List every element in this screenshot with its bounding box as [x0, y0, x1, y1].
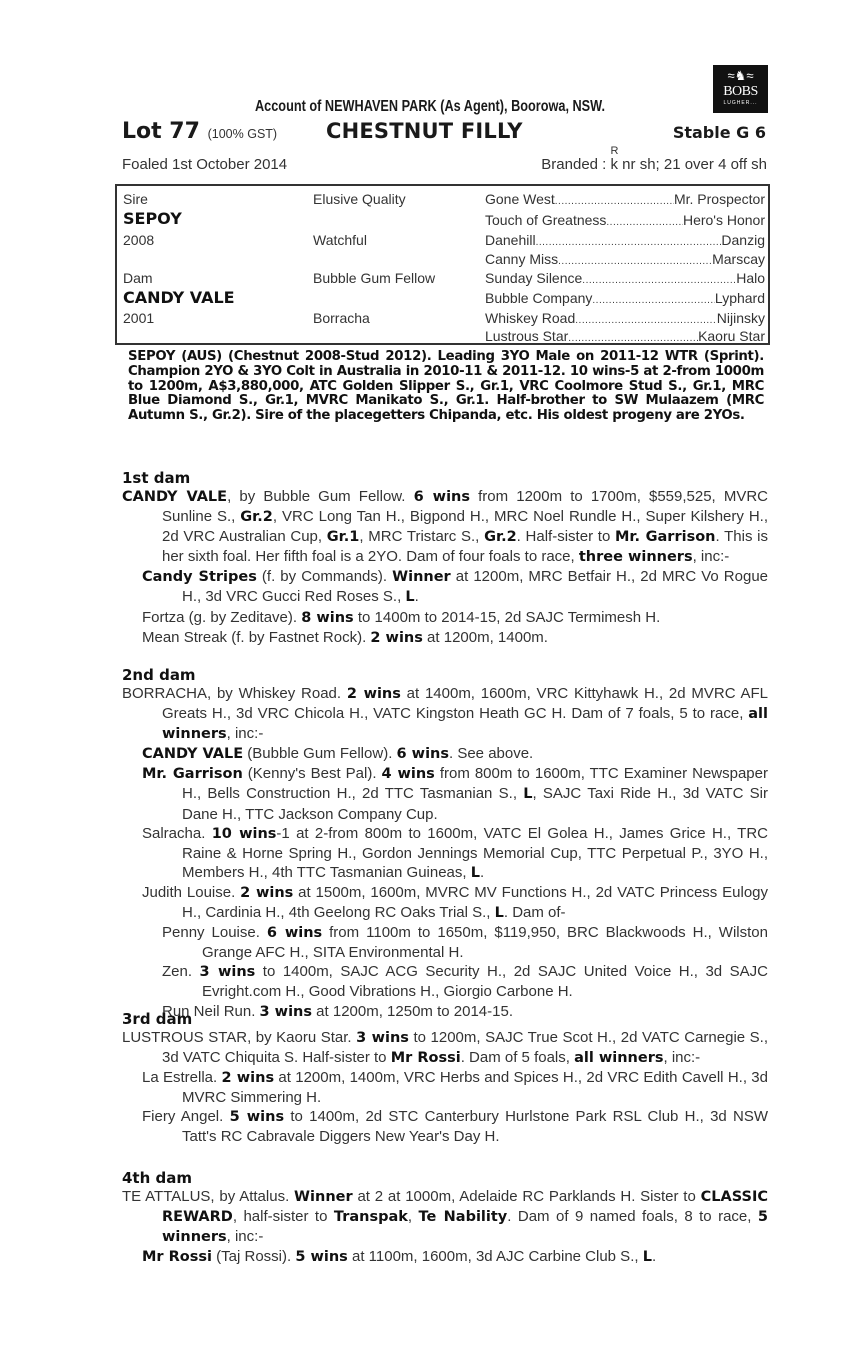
text-run: . [479, 863, 485, 881]
bold-run: 6 wins [396, 746, 449, 763]
great-grandparent-row [485, 290, 765, 306]
text-run: . Dam of 5 foals, [460, 1049, 575, 1067]
dam-entry [122, 684, 768, 744]
section-heading: 2nd dam [122, 666, 196, 684]
bold-run: all winners [162, 706, 768, 743]
progeny-entry [122, 1247, 768, 1267]
bold-run: 2 wins [346, 686, 401, 702]
text-run: . Half-sister to [516, 528, 615, 546]
bold-run: Winner [392, 569, 451, 586]
section-1st-dam [122, 470, 768, 648]
great-grandparent-row [485, 232, 765, 248]
bold-run: 3 wins [356, 1030, 409, 1046]
leader-dots [568, 328, 698, 344]
bold-run: Mr. Garrison [615, 529, 716, 546]
text-run: , MRC Tristarc S., [359, 528, 485, 546]
text-run: Fiery Angel. [142, 1108, 230, 1126]
text-run: Fortza (g. by Zeditave). [142, 608, 302, 626]
text-run: , SAJC Taxi Ride H., 3d VATC Sir Dane H., TTC Jackson Company Cup. [182, 785, 768, 823]
gg-right: Kaoru Star [698, 328, 765, 344]
bold-run: three winners [578, 549, 693, 566]
logo-brand: BOBS [723, 84, 758, 99]
text-run: at 1200m, 1250m to 2014-15. [312, 1002, 513, 1020]
bold-run: 2 wins [240, 884, 294, 901]
brand-mark [610, 145, 619, 173]
bold-run: 2 wins [370, 629, 423, 646]
section-heading: 3rd dam [122, 1010, 193, 1028]
bold-run: CLASSIC REWARD [162, 1189, 768, 1226]
leader-dots [558, 251, 712, 267]
leader-dots [536, 232, 722, 248]
bold-run: L [642, 1249, 652, 1266]
pedigree-table [115, 184, 770, 345]
gg-left: Lustrous Star [485, 328, 569, 344]
text-run: (Taj Rossi). [212, 1248, 296, 1266]
text-run: , inc:- [226, 725, 264, 743]
dam-entry [122, 1028, 768, 1068]
text-run: . [651, 1248, 657, 1266]
text-run: Salracha. [142, 824, 212, 842]
text-run: Mean Streak (f. by Fastnet Rock). [142, 628, 371, 646]
progeny-entry [122, 923, 768, 962]
progeny-entry [122, 608, 768, 628]
bold-run: 6 wins [266, 925, 323, 942]
great-grandparent-row [485, 251, 765, 267]
bold-run: Gr.2 [240, 509, 273, 526]
bold-run: L [470, 864, 480, 881]
great-grandparent-row [485, 212, 765, 228]
text-run: . Dam of 9 named foals, 8 to race, [507, 1208, 758, 1226]
dam-entry [122, 1187, 768, 1247]
progeny-entry [122, 1068, 768, 1107]
section-heading: 1st dam [122, 469, 191, 487]
progeny-entry [122, 744, 768, 764]
text-run: Zen. [162, 963, 200, 981]
section-2nd-dam [122, 667, 768, 1022]
dam-year: 2001 [123, 310, 155, 326]
section-entries [122, 684, 768, 1022]
text-run: at 1500m, 1600m, MVRC MV Functions H., 2d VATC Princess Eulogy H., Cardinia H., 4th Geelong RC Oaks Trial S., [182, 883, 769, 922]
text-run: to 1200m, SAJC True Scot H., 2d VATC Carnegie S., 3d VATC Chiquita S. Half-sister to [162, 1029, 768, 1067]
text-run: (f. by Commands). [256, 568, 393, 586]
gg-left: Whiskey Road [485, 310, 576, 326]
text-run: . See above. [449, 745, 534, 763]
text-run: BORRACHA, by Whiskey Road. [122, 685, 347, 702]
text-run: Penny Louise. [162, 924, 267, 942]
great-grandparent-row [485, 270, 765, 286]
branded-prefix: Branded : [541, 156, 611, 173]
gg-right: Halo [736, 270, 765, 286]
text-run: -1 at 2-from 800m to 1600m, VATC El Golea H., James Grice H., TRC Raine & Horne Spring H., Gordon Jennings Memorial Cup, TTC Perpetual P., 3YO H., Members H., 4th TTC Tasmanian Guineas, [182, 824, 768, 881]
branded-suffix: nr sh; 21 over 4 off sh [618, 156, 767, 173]
bold-run: Mr Rossi [390, 1050, 461, 1067]
bold-run: L [405, 589, 415, 606]
text-run: , by Bubble Gum Fellow. [227, 488, 414, 505]
sire-summary: SEPOY (AUS) (Chestnut 2008-Stud 2012). Leading 3YO Male on 2011-12 WTR (Sprint). Champion 2YO & 3YO Colt in Australia in 2010-11 & 2011-12. 10 wins-5 at 2-from 1000m to 1200m, A$3,880,000, ATC Golden Slipper S., Gr.1, VRC Coolmore Stud S., Gr.1, MRC Blue Diamond S., Gr.1, MVRC Manikato S., Gr.1. Half-brother to SW Mulaazem (MRC Autumn S., Gr.2). Sire of the placegetters Chipanda, etc. His oldest progeny are 2YOs. [128, 349, 764, 424]
text-run: Run Neil Run. [162, 1002, 260, 1020]
text-run: . This is her sixth foal. Her fifth foal is a 2YO. Dam of four foals to race, [162, 528, 768, 566]
section-3rd-dam [122, 1011, 768, 1147]
text-run: , [407, 1208, 419, 1226]
text-run: , inc:- [226, 1228, 264, 1246]
dam-dam: Borracha [313, 310, 370, 326]
gg-right: Marscay [712, 251, 765, 267]
bold-run: Candy Stripes [142, 569, 257, 586]
text-run: to 1400m to 2014-15, 2d SAJC Termimesh H. [353, 608, 661, 626]
progeny-entry [122, 962, 768, 1001]
bold-run: Mr. Garrison [142, 766, 243, 783]
leader-dots [606, 212, 683, 228]
brand-mark-bottom: k [610, 156, 619, 173]
bold-run: Transpak [333, 1209, 408, 1226]
progeny-entry [122, 883, 768, 923]
text-run: to 1400m, SAJC ACG Security H., 2d SAJC United Voice H., 3d SAJC Evright.com H., Good Vibrations H., Giorgio Carbone H. [202, 963, 768, 1001]
bold-run: 5 wins [295, 1249, 348, 1266]
text-run: LUSTROUS STAR, by Kaoru Star. [122, 1029, 357, 1046]
bold-run: Gr.2 [484, 529, 517, 546]
bold-run: Winner [294, 1189, 353, 1205]
sire-name: SEPOY [123, 209, 182, 228]
progeny-entry [122, 1107, 768, 1146]
text-run: . Dam of- [503, 904, 566, 922]
bold-run: 2 wins [221, 1070, 275, 1087]
bold-run: Te Nability [418, 1209, 508, 1226]
horse-icon: ≈♞≈ [727, 68, 754, 83]
bold-run: 8 wins [301, 609, 354, 626]
gg-right: Hero's Honor [682, 212, 765, 228]
text-run: , half-sister to [232, 1208, 334, 1226]
gg-left: Bubble Company [485, 290, 593, 306]
text-run: . [414, 588, 419, 606]
gst-note: (100% GST) [207, 127, 278, 141]
text-run: from 800m to 1600m, TTC Examiner Newspaper H., Bells Construction H., 2d TTC Tasmanian S., [182, 765, 768, 803]
section-entries [122, 1187, 768, 1267]
text-run: La Estrella. [142, 1069, 222, 1087]
bold-run: 6 wins [413, 489, 470, 505]
section-entries [122, 1028, 768, 1147]
text-run: at 1100m, 1600m, 3d AJC Carbine Club S., [347, 1248, 643, 1266]
gg-right: Lyphard [714, 290, 765, 306]
text-run: , inc:- [692, 548, 730, 566]
text-run: TE ATTALUS, by Attalus. [122, 1188, 295, 1205]
foaled-date: Foaled 1st October 2014 [122, 156, 288, 173]
gg-left: Canny Miss [485, 251, 559, 267]
progeny-entry [122, 628, 768, 648]
bold-run: all winners [574, 1050, 664, 1067]
section-heading: 4th dam [122, 1169, 192, 1187]
bold-run: 3 wins [259, 1003, 313, 1020]
text-run: at 1200m, 1400m. [422, 628, 548, 646]
leader-dots [592, 290, 715, 306]
text-run: , VRC Long Tan H., Bigpond H., MRC Noel Rundle H., Super Kilshery H., 2d VRC Australian Cup, [162, 508, 768, 546]
lot-label: Lot 77 [122, 119, 200, 144]
dam-sire: Bubble Gum Fellow [313, 270, 436, 286]
sire-dam: Watchful [313, 232, 367, 248]
bold-run: Gr.1 [326, 529, 360, 546]
dam-name: CANDY VALE [123, 288, 235, 307]
stable-location: Stable G 6 [672, 123, 766, 142]
bold-run: L [494, 905, 504, 922]
horse-description: CHESTNUT FILLY [326, 119, 523, 143]
text-run: from 1200m to 1700m, $559,525, MVRC Sunline S., [162, 488, 768, 526]
text-run: Judith Louise. [142, 883, 241, 901]
leader-dots [575, 310, 717, 326]
brand-mark-top: R [610, 145, 619, 157]
progeny-entry [122, 567, 768, 607]
text-run: to 1400m, 2d STC Canterbury Hurlstone Park RSL Club H., 3d NSW Tatt's RC Cabravale Diggers New Year's Day H. [182, 1108, 769, 1146]
dam-label: Dam [123, 270, 153, 286]
vendor-account: Account of NEWHAVEN PARK (As Agent), Boorowa, NSW. [254, 98, 605, 115]
text-run: at 1200m, 1400m, VRC Herbs and Spices H., 2d VRC Edith Cavell H., 3d MVRC Simmering H. [182, 1069, 768, 1107]
gg-right: Mr. Prospector [673, 191, 765, 207]
text-run: at 1400m, 1600m, VRC Kittyhawk H., 2d MVRC AFL Greats H., 3d VRC Chicola H., VATC Kingston Heath GC H. Dam of 7 foals, 5 to race, [162, 685, 768, 723]
gg-left: Gone West [485, 191, 555, 207]
gg-right: Nijinsky [716, 310, 765, 326]
bold-run: 10 wins [211, 825, 277, 842]
great-grandparent-row [485, 310, 765, 326]
progeny-entry [122, 824, 768, 883]
sire-sire: Elusive Quality [313, 191, 406, 207]
dam-entry [122, 487, 768, 567]
brand-description [541, 145, 767, 173]
gg-right: Danzig [721, 232, 765, 248]
gg-left: Touch of Greatness [485, 212, 607, 228]
section-4th-dam [122, 1170, 768, 1267]
great-grandparent-row [485, 328, 765, 344]
text-run: from 1100m to 1650m, $119,950, BRC Blackwoods H., Wilston Grange AFC H., SITA Environmental H. [202, 924, 768, 962]
sire-year: 2008 [123, 232, 155, 248]
sire-label: Sire [123, 191, 148, 207]
lot-number [122, 119, 277, 144]
text-run: at 2 at 1000m, Adelaide RC Parklands H. Sister to [352, 1188, 701, 1205]
text-run: (Bubble Gum Fellow). [243, 745, 397, 763]
lot-line [122, 119, 768, 147]
leader-dots [582, 270, 736, 286]
bold-run: 4 wins [381, 766, 435, 783]
bold-run: CANDY VALE [142, 746, 244, 763]
text-run: at 1200m, MRC Betfair H., 2d MRC Vo Rogue H., 3d VRC Gucci Red Roses S., [182, 568, 768, 606]
logo-sub: LUGHER... [723, 100, 758, 106]
bold-run: 5 wins [229, 1109, 285, 1126]
bold-run: Mr Rossi [142, 1249, 212, 1266]
gg-left: Sunday Silence [485, 270, 583, 286]
leader-dots [555, 191, 674, 207]
progeny-entry [122, 764, 768, 823]
bold-run: 5 winners [162, 1209, 768, 1246]
text-run: (Kenny's Best Pal). [242, 765, 382, 783]
bold-run: 3 wins [199, 964, 256, 981]
great-grandparent-row [485, 191, 765, 207]
section-entries [122, 487, 768, 648]
bold-run: L [523, 786, 533, 803]
gg-left: Danehill [485, 232, 536, 248]
text-run: , inc:- [663, 1049, 701, 1067]
bold-run: CANDY VALE [122, 489, 228, 505]
